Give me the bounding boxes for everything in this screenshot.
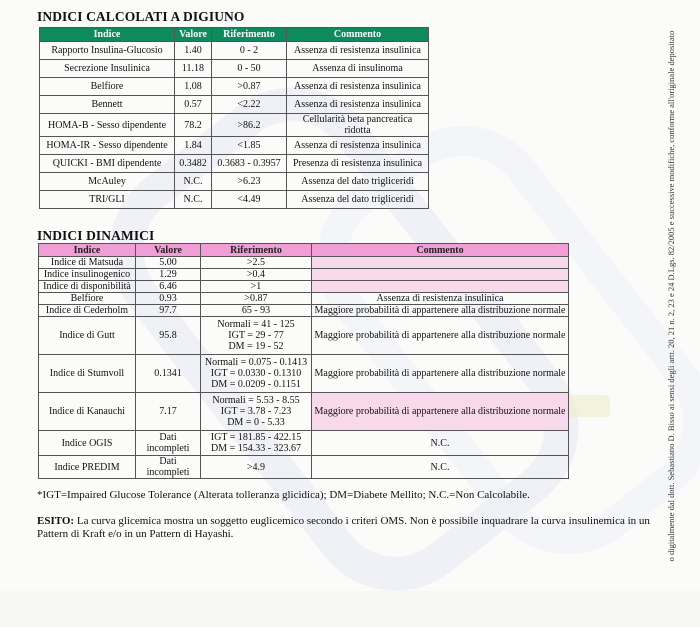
table-row	[39, 257, 569, 269]
table-cell: TRI/GLI	[40, 191, 175, 209]
reference-cell	[201, 317, 312, 355]
table-cell: Assenza di resistenza insulinica	[312, 293, 569, 305]
table-cell: Indice di Gutt	[39, 317, 136, 355]
reference-line: 65 - 93	[241, 305, 271, 316]
fasting-indices-table	[39, 27, 429, 209]
dynamic-indices-table	[38, 243, 569, 479]
table-cell: Maggiore probabilità di appartenere alla distribuzione normale	[312, 317, 569, 355]
table-cell: Indice insulinogenico	[39, 269, 136, 281]
esito-text: La curva glicemica mostra un soggetto euglicemico secondo i criteri OMS. Non è possibile inquadrare la curva insulinemica in un Pattern di Kraft e/o in un Pattern di Hayashi.	[37, 515, 650, 540]
table-cell: Indice di Kanauchi	[39, 393, 136, 431]
reference-cell	[201, 269, 312, 281]
table-cell: 0.93	[136, 293, 201, 305]
table-cell: N.C.	[312, 456, 569, 479]
table-cell: 1.84	[175, 137, 212, 155]
table-cell: Presenza di resistenza insulinica	[287, 155, 429, 173]
col-header: Valore	[175, 28, 212, 42]
table-cell: McAuley	[40, 173, 175, 191]
table-cell: >6.23	[212, 173, 287, 191]
table-row	[39, 305, 569, 317]
digital-signature-note	[664, 5, 678, 587]
table-row	[39, 281, 569, 293]
reference-line: Normali = 0.075 - 0.1413	[204, 357, 308, 368]
table-cell: N.C.	[175, 191, 212, 209]
table-cell: Indice OGIS	[39, 431, 136, 456]
col-header: Indice	[40, 28, 175, 42]
table-cell: Belfiore	[40, 78, 175, 96]
section2-title: INDICI DINAMICI	[37, 228, 155, 243]
table-row	[40, 96, 429, 114]
col-header: Indice	[39, 244, 136, 257]
table-cell: Assenza di resistenza insulinica	[287, 78, 429, 96]
reference-cell	[201, 305, 312, 317]
table-cell: Maggiore probabilità di appartenere alla distribuzione normale	[312, 305, 569, 317]
reference-line: DM = 154.33 - 323.67	[210, 443, 302, 454]
table-cell: Secrezione Insulinica	[40, 60, 175, 78]
table-row	[39, 317, 569, 355]
table-cell: >86.2	[212, 114, 287, 137]
table-cell: <1.85	[212, 137, 287, 155]
table-cell: Assenza di insulinoma	[287, 60, 429, 78]
table-cell: Bennett	[40, 96, 175, 114]
table-cell: Indice PREDIM	[39, 456, 136, 479]
table-cell: Cellularità beta pancreatica ridotta	[287, 114, 429, 137]
reference-cell	[201, 355, 312, 393]
table-row	[39, 269, 569, 281]
reference-line: DM = 0.0209 - 0.1151	[211, 379, 301, 390]
reference-cell	[201, 456, 312, 479]
table-cell: Assenza di resistenza insulinica	[287, 137, 429, 155]
table-cell: Assenza del dato trigliceridi	[287, 173, 429, 191]
reference-line: >1	[250, 281, 262, 292]
table-cell: Maggiore probabilità di appartenere alla distribuzione normale	[312, 355, 569, 393]
table-cell: <4.49	[212, 191, 287, 209]
table-cell: 0.57	[175, 96, 212, 114]
reference-line: >0.87	[244, 293, 268, 304]
table-row	[40, 191, 429, 209]
reference-line: IGT = 181.85 - 422.15	[210, 432, 302, 443]
table-cell: 78.2	[175, 114, 212, 137]
reference-line: >4.9	[246, 461, 266, 473]
table-cell: 0.1341	[136, 355, 201, 393]
table-cell: HOMA-IR - Sesso dipendente	[40, 137, 175, 155]
table-cell: Indice di Matsuda	[39, 257, 136, 269]
reference-line: Normali = 41 - 125	[217, 319, 295, 330]
table-cell: Dati incompleti	[136, 456, 201, 479]
reference-line: IGT = 0.0330 - 0.1310	[210, 368, 302, 379]
table-cell: 7.17	[136, 393, 201, 431]
esito-label: ESITO:	[37, 515, 75, 527]
table-cell	[312, 281, 569, 293]
col-header: Commento	[312, 244, 569, 257]
reference-cell	[201, 281, 312, 293]
table-cell: 1.29	[136, 269, 201, 281]
col-header: Commento	[287, 28, 429, 42]
table-cell: Maggiore probabilità di appartenere alla distribuzione normale	[312, 393, 569, 431]
table-cell: N.C.	[312, 431, 569, 456]
table-cell: Dati incompleti	[136, 431, 201, 456]
reference-cell	[201, 257, 312, 269]
table-cell: Indice di disponibilità	[39, 281, 136, 293]
table-row	[39, 355, 569, 393]
reference-line: IGT = 3.78 - 7.23	[220, 406, 292, 417]
table-row	[39, 293, 569, 305]
table-cell: 11.18	[175, 60, 212, 78]
table-cell: 0.3683 - 0.3957	[212, 155, 287, 173]
table-row	[40, 60, 429, 78]
table-cell: Rapporto Insulina-Glucosio	[40, 42, 175, 60]
reference-line: >2.5	[246, 257, 266, 268]
table-row	[40, 137, 429, 155]
table-cell: QUICKI - BMI dipendente	[40, 155, 175, 173]
table-cell: Assenza di resistenza insulinica	[287, 42, 429, 60]
table-cell	[312, 257, 569, 269]
reference-cell	[201, 393, 312, 431]
section1-title: INDICI CALCOLATI A DIGIUNO	[37, 9, 245, 24]
table-row	[39, 393, 569, 431]
signature-text: o digitalmente dal dott. Sebastiano D. Bisso ai sensi degli artt. 20, 21 n. 2, 23 e 24 D.Lgs. 82/2005 e successive modifiche, conforme all'originale depositato	[666, 30, 676, 562]
reference-line: Normali = 5.53 - 8.55	[212, 395, 300, 406]
table-cell: 97.7	[136, 305, 201, 317]
table-row	[40, 114, 429, 137]
table-cell: Indice di Stumvoll	[39, 355, 136, 393]
reference-line: IGT = 29 - 77	[228, 330, 284, 341]
table-cell: 5.00	[136, 257, 201, 269]
table-cell	[312, 269, 569, 281]
table-row	[40, 173, 429, 191]
table-cell: N.C.	[175, 173, 212, 191]
table-cell: 6.46	[136, 281, 201, 293]
col-header: Valore	[136, 244, 201, 257]
reference-cell	[201, 431, 312, 456]
table-cell: 0.3482	[175, 155, 212, 173]
table-cell: Assenza del dato trigliceridi	[287, 191, 429, 209]
table-cell: HOMA-B - Sesso dipendente	[40, 114, 175, 137]
table-cell: 95.8	[136, 317, 201, 355]
table-cell: 1.08	[175, 78, 212, 96]
table-cell: 0 - 50	[212, 60, 287, 78]
table-row	[40, 42, 429, 60]
reference-line: >0.4	[246, 269, 266, 280]
table-row	[40, 78, 429, 96]
table-cell: 1.40	[175, 42, 212, 60]
footnote-caption: *IGT=Impaired Glucose Tolerance (Alterata tolleranza glicidica); DM=Diabete Mellito; N.C.=Non Calcolabile.	[37, 489, 530, 501]
table-row	[39, 431, 569, 456]
table-cell: Assenza di resistenza insulinica	[287, 96, 429, 114]
col-header: Riferimento	[212, 28, 287, 42]
table-cell: 0 - 2	[212, 42, 287, 60]
col-header: Riferimento	[201, 244, 312, 257]
reference-cell	[201, 293, 312, 305]
esito-paragraph	[37, 515, 667, 541]
table-cell: >0.87	[212, 78, 287, 96]
table-header-row	[40, 28, 429, 42]
reference-line: DM = 19 - 52	[228, 341, 284, 352]
table-row	[39, 456, 569, 479]
table-cell: <2.22	[212, 96, 287, 114]
table-cell: Indice di Cederholm	[39, 305, 136, 317]
reference-line: DM = 0 - 5.33	[227, 417, 285, 428]
table-header-row	[39, 244, 569, 257]
table-row	[40, 155, 429, 173]
table-cell: Belfiore	[39, 293, 136, 305]
